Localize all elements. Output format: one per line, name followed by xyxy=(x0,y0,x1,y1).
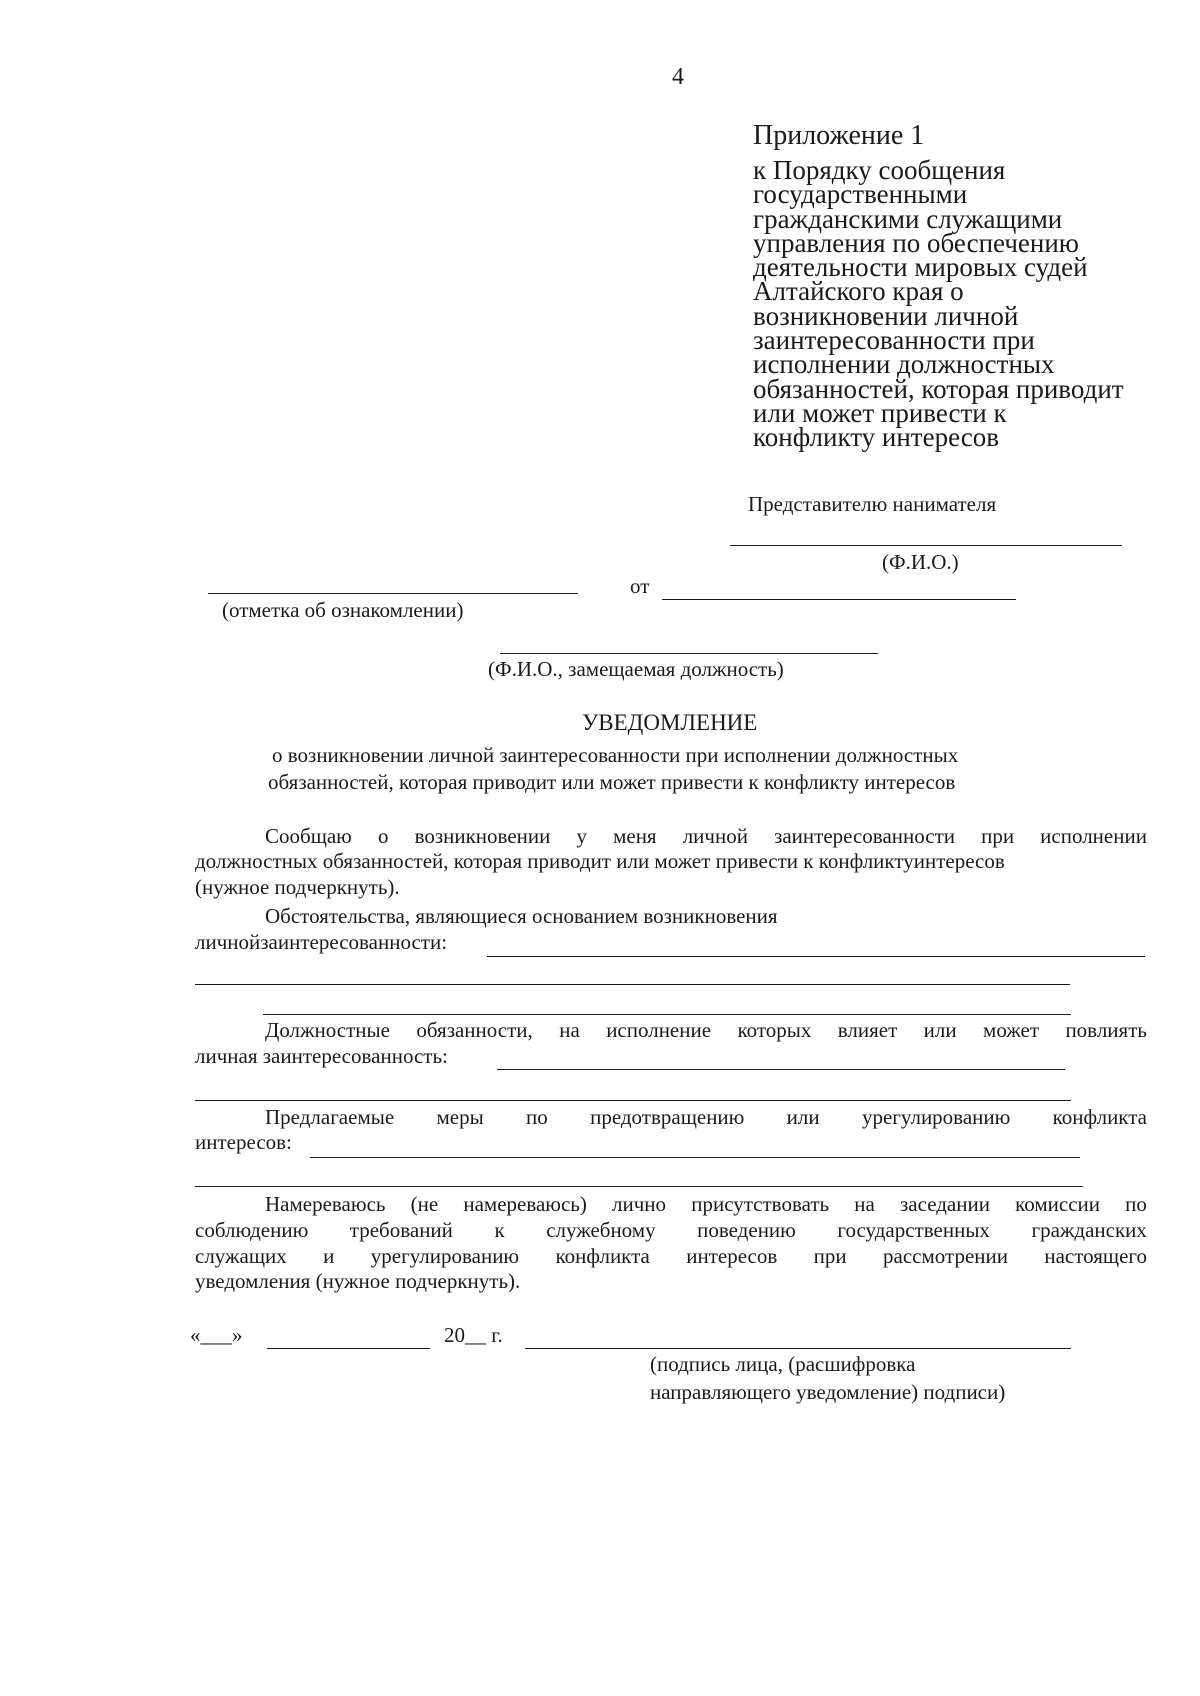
word: по xyxy=(1125,1192,1147,1216)
appendix-line: возникновении личной xyxy=(753,300,1019,331)
duties-field-2[interactable] xyxy=(195,1100,1071,1101)
word: у xyxy=(576,824,587,848)
word: гражданских xyxy=(1031,1218,1147,1242)
circumstances-line1: Обстоятельства, являющиеся основанием возникновения xyxy=(265,904,778,928)
word: исполнении xyxy=(1040,824,1147,848)
measures-line2: интересов: xyxy=(195,1130,292,1154)
appendix-line: заинтересованности при xyxy=(753,325,1035,356)
signature-field[interactable] xyxy=(525,1348,1071,1349)
word: конфликта xyxy=(1052,1105,1147,1129)
paragraph1-line3: (нужное подчеркнуть). xyxy=(195,875,400,899)
addressee-label: Представителю нанимателя xyxy=(748,492,997,516)
word: поведению xyxy=(697,1218,796,1242)
word: урегулированию xyxy=(370,1244,520,1268)
date-year[interactable]: 20__ г. xyxy=(444,1323,503,1347)
word: лично xyxy=(612,1192,667,1216)
word: заинтересованности xyxy=(774,824,955,848)
duties-field-1[interactable] xyxy=(497,1069,1065,1070)
appendix-line: исполнении должностных xyxy=(753,349,1055,380)
measures-field-1[interactable] xyxy=(310,1157,1080,1158)
intention-line2 xyxy=(195,1217,1147,1243)
word: (не xyxy=(410,1192,439,1216)
paragraph1-line1 xyxy=(265,823,1147,849)
appendix-title: Приложение 1 xyxy=(753,120,925,151)
appendix-description xyxy=(753,155,1173,453)
notice-title: УВЕДОМЛЕНИЕ xyxy=(582,710,758,735)
measures-line1 xyxy=(265,1104,1147,1130)
from-label: от xyxy=(630,574,650,598)
word: обязанности, xyxy=(416,1018,533,1042)
word: возникновении xyxy=(414,824,551,848)
measures-field-2[interactable] xyxy=(195,1186,1083,1187)
word: служебному xyxy=(546,1218,656,1242)
word: к xyxy=(494,1218,505,1242)
signature-caption-line2: направляющего уведомление) подписи) xyxy=(650,1380,1006,1404)
word: намереваюсь) xyxy=(463,1192,587,1216)
word: Должностные xyxy=(265,1018,390,1042)
appendix-line: или может привести к xyxy=(753,397,1007,428)
word: рассмотрении xyxy=(883,1244,1008,1268)
duties-line1 xyxy=(265,1017,1147,1043)
word: исполнение xyxy=(606,1018,712,1042)
notice-subtitle-line1: о возникновении личной заинтересованности при исполнении должностных xyxy=(272,743,959,767)
word: по xyxy=(526,1105,548,1129)
word: при xyxy=(813,1244,847,1268)
word: при xyxy=(981,824,1015,848)
appendix-line: Алтайского края о xyxy=(753,276,964,307)
intention-line1 xyxy=(265,1191,1147,1217)
word: присутствовать xyxy=(691,1192,830,1216)
date-month-field[interactable] xyxy=(267,1348,430,1349)
word: которых xyxy=(737,1018,812,1042)
circumstances-field-2[interactable] xyxy=(195,984,1070,985)
acknowledgement-field[interactable] xyxy=(208,593,578,594)
addressee-fio-field[interactable] xyxy=(730,545,1122,546)
word: государственных xyxy=(837,1218,990,1242)
word: меры xyxy=(436,1105,484,1129)
duties-line2: личная заинтересованность: xyxy=(195,1044,448,1068)
acknowledgement-label: (отметка об ознакомлении) xyxy=(222,598,464,622)
word: повлиять xyxy=(1065,1018,1147,1042)
appendix-line: гражданскими служащими xyxy=(753,203,1063,234)
appendix-line: к Порядку сообщения xyxy=(753,155,1006,185)
circumstances-line2: личнойзаинтересованности: xyxy=(195,930,448,954)
signature-caption-line1: (подпись лица, (расшифровка xyxy=(650,1352,916,1376)
word: требований xyxy=(349,1218,453,1242)
appendix-line: конфликту интересов xyxy=(753,422,999,453)
word: конфликта xyxy=(555,1244,650,1268)
from-name-field[interactable] xyxy=(662,599,1016,600)
appendix-line: деятельности мировых судей xyxy=(753,252,1088,283)
word: меня xyxy=(613,824,657,848)
word: личной xyxy=(682,824,748,848)
appendix-line: обязанностей, которая приводит xyxy=(753,373,1124,404)
paragraph1-line2: должностных обязанностей, которая приводит или может привести к конфликтуинтересов xyxy=(195,849,1005,873)
appendix-line: управления по обеспечению xyxy=(753,227,1079,258)
word: на xyxy=(559,1018,580,1042)
word: на xyxy=(854,1192,875,1216)
intention-line4: уведомления (нужное подчеркнуть). xyxy=(195,1269,521,1293)
word: Предлагаемые xyxy=(265,1105,395,1129)
word: или xyxy=(786,1105,820,1129)
word: предотвращению xyxy=(590,1105,745,1129)
word: интересов xyxy=(686,1244,778,1268)
circumstances-field-3[interactable] xyxy=(263,1014,1071,1015)
word: служащих xyxy=(195,1244,287,1268)
intention-line3 xyxy=(195,1243,1147,1269)
word: и xyxy=(323,1244,335,1268)
word: влияет xyxy=(837,1018,898,1042)
page-number: 4 xyxy=(672,64,684,90)
from-fio-label: (Ф.И.О., замещаемая должность) xyxy=(488,657,784,681)
word: или xyxy=(923,1018,957,1042)
from-position-field[interactable] xyxy=(500,653,878,654)
notice-subtitle-line2: обязанностей, которая приводит или может привести к конфликту интересов xyxy=(268,770,956,794)
circumstances-field-1[interactable] xyxy=(487,956,1145,957)
word: о xyxy=(377,824,389,848)
appendix-line: государственными xyxy=(753,179,968,210)
word: может xyxy=(983,1018,1040,1042)
word: комиссии xyxy=(1015,1192,1101,1216)
word: соблюдению xyxy=(195,1218,309,1242)
addressee-fio-label: (Ф.И.О.) xyxy=(882,550,959,574)
word: урегулированию xyxy=(861,1105,1011,1129)
date-day[interactable]: «___» xyxy=(190,1323,243,1347)
word: настоящего xyxy=(1044,1244,1147,1268)
word: заседании xyxy=(900,1192,990,1216)
word: Сообщаю xyxy=(265,824,352,848)
word: Намереваюсь xyxy=(265,1192,386,1216)
